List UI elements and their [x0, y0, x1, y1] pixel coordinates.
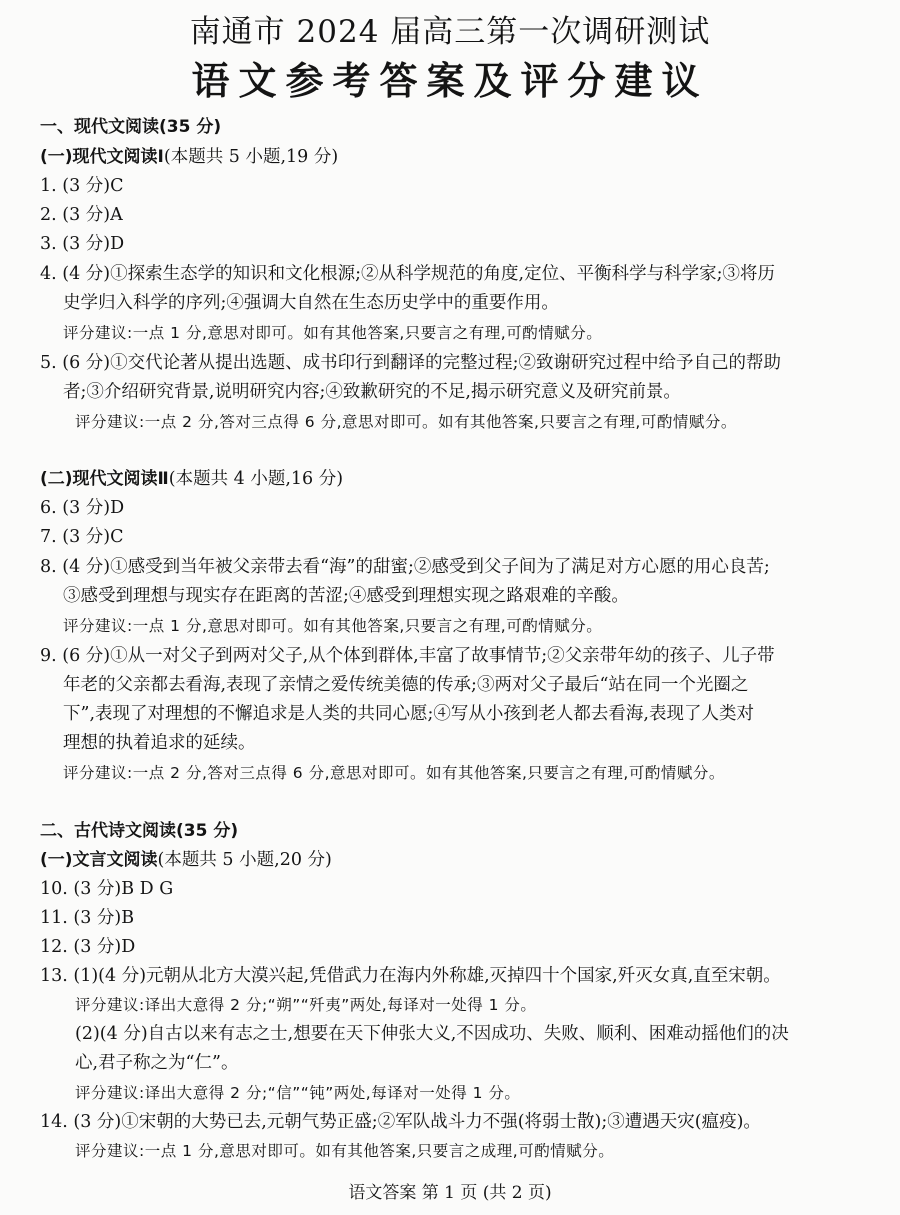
scoring-note-q13-part1: 评分建议:译出大意得 2 分;“朔”“歼夷”两处,每译对一处得 1 分。 [75, 996, 537, 1014]
subsection-info: (本题共 5 小题,19 分) [163, 147, 339, 167]
answer-q12: 12. (3 分)D [40, 937, 136, 957]
scoring-note-q9: 评分建议:一点 2 分,答对三点得 6 分,意思对即可。如有其他答案,只要言之有理,可酌情赋分。 [63, 764, 725, 782]
answer-q5-line1: 5. (6 分)①交代论著从提出选题、成书印行到翻译的完整过程;②致谢研究过程中给予自己的帮助 [40, 353, 782, 373]
scoring-note-q13-part2: 评分建议:译出大意得 2 分;“信”“钝”两处,每译对一处得 1 分。 [75, 1084, 521, 1102]
answer-q9-line1: 9. (6 分)①从一对父子到两对父子,从个体到群体,丰富了故事情节;②父亲带年幼的孩子、儿子带 [40, 646, 775, 666]
answer-q3: 3. (3 分)D [40, 234, 125, 254]
subsection-heading-classical-prose [40, 848, 332, 872]
answer-q4-line1: 4. (4 分)①探索生态学的知识和文化根源;②从科学规范的角度,定位、平衡科学与科学家;③将历 [40, 264, 775, 284]
answer-q9-line4: 理想的执着追求的延续。 [63, 733, 256, 753]
answer-q9-line3: 下”,表现了对理想的不懈追求是人类的共同心愿;④写从小孩到老人都去看海,表现了人类对 [63, 704, 754, 724]
answer-q1: 1. (3 分)C [40, 176, 124, 196]
answer-q13-part1: 13. (1)(4 分)元朝从北方大漠兴起,凭借武力在海内外称雄,灭掉四十个国家,歼灭女真,直至宋朝。 [40, 966, 781, 986]
subsection-title: (一)现代文阅读Ⅰ [40, 147, 164, 167]
subsection-title: (二)现代文阅读Ⅱ [40, 469, 169, 489]
subsection-info: (本题共 4 小题,16 分) [168, 469, 344, 489]
subsection-heading-modern-reading-1 [40, 145, 338, 169]
answer-q11: 11. (3 分)B [40, 908, 135, 928]
answer-q5-line2: 者;③介绍研究背景,说明研究内容;④致歉研究的不足,揭示研究意义及研究前景。 [63, 382, 681, 402]
scoring-note-q8: 评分建议:一点 1 分,意思对即可。如有其他答案,只要言之有理,可酌情赋分。 [63, 617, 603, 635]
document-title: 语文参考答案及评分建议 [191, 59, 709, 103]
page-footer: 语文答案 第 1 页 (共 2 页) [348, 1183, 552, 1203]
subsection-title: (一)文言文阅读 [40, 850, 158, 870]
answer-q4-line2: 史学归入科学的序列;④强调大自然在生态历史学中的重要作用。 [63, 293, 559, 313]
exam-title: 南通市 2024 届高三第一次调研测试 [189, 14, 711, 50]
answer-q10: 10. (3 分)B D G [40, 879, 174, 899]
answer-q6: 6. (3 分)D [40, 498, 125, 518]
subsection-heading-modern-reading-2 [40, 467, 343, 491]
answer-q8-line2: ③感受到理想与现实存在距离的苦涩;④感受到理想实现之路艰难的辛酸。 [63, 586, 629, 606]
answer-q9-line2: 年老的父亲都去看海,表现了亲情之爱传统美德的传承;③两对父子最后“站在同一个光圈之 [63, 675, 749, 695]
answer-q14: 14. (3 分)①宋朝的大势已去,元朝气势正盛;②军队战斗力不强(将弱士散);③遭遇天灾(瘟疫)。 [40, 1112, 761, 1132]
scoring-note-q5: 评分建议:一点 2 分,答对三点得 6 分,意思对即可。如有其他答案,只要言之有理,可酌情赋分。 [75, 413, 737, 431]
section-heading-classical-reading: 二、古代诗文阅读(35 分) [40, 821, 239, 841]
answer-q8-line1: 8. (4 分)①感受到当年被父亲带去看“海”的甜蜜;②感受到父子间为了满足对方心愿的用心良苦; [40, 557, 770, 577]
section-heading-modern-reading: 一、现代文阅读(35 分) [40, 117, 222, 137]
scoring-note-q4: 评分建议:一点 1 分,意思对即可。如有其他答案,只要言之有理,可酌情赋分。 [63, 324, 603, 342]
answer-q13-part2-line1: (2)(4 分)自古以来有志之士,想要在天下伸张大义,不因成功、失败、顺利、困难动摇他们的决 [75, 1024, 789, 1044]
scoring-note-q14: 评分建议:一点 1 分,意思对即可。如有其他答案,只要言之成理,可酌情赋分。 [75, 1142, 615, 1160]
answer-q7: 7. (3 分)C [40, 527, 124, 547]
subsection-info: (本题共 5 小题,20 分) [157, 850, 332, 870]
answer-q13-part2-line2: 心,君子称之为“仁”。 [75, 1053, 239, 1073]
answer-q2: 2. (3 分)A [40, 205, 123, 225]
